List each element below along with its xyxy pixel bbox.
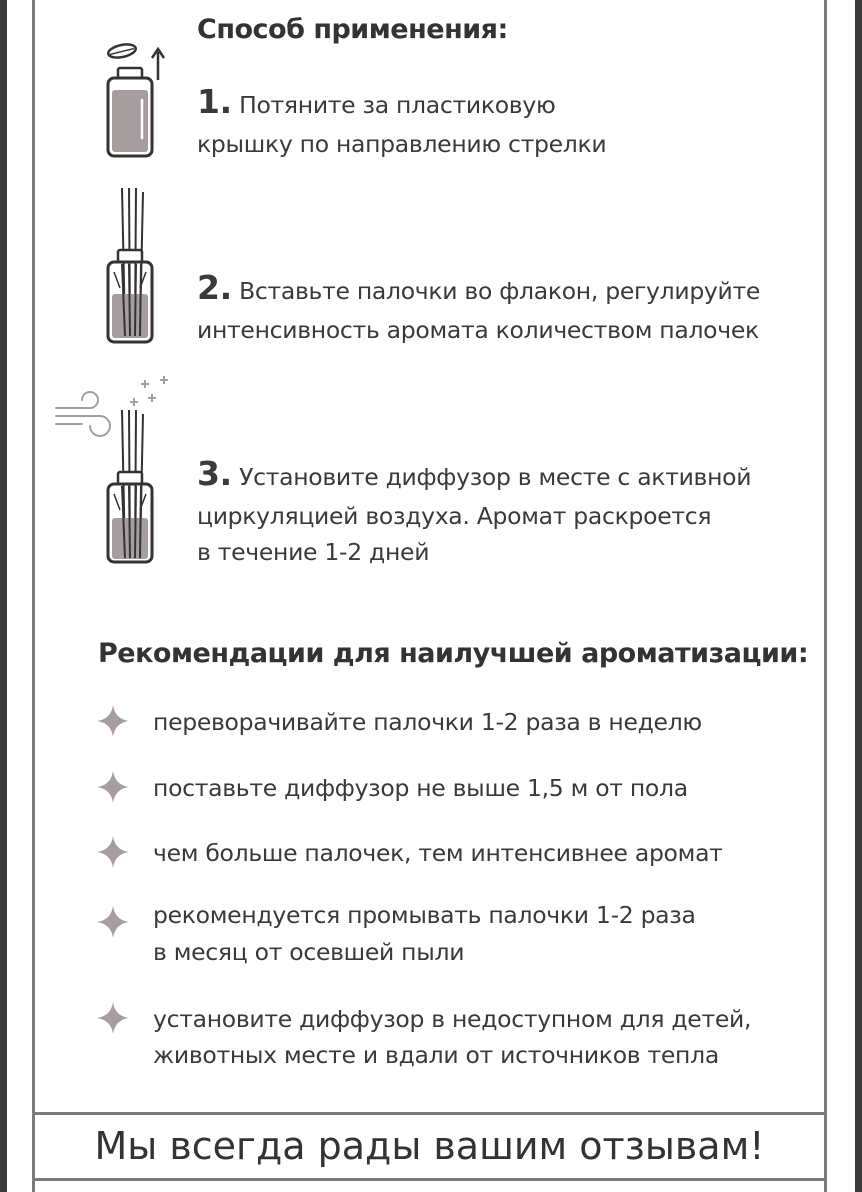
- step-1-text: Потяните за пластиковую: [231, 91, 556, 119]
- sparkle-star-icon: [95, 834, 131, 870]
- tip-text-line-1: установите диффузор в недоступном для детей,: [153, 1005, 752, 1033]
- step-3-text: Установите диффузор в месте с активной: [231, 463, 752, 491]
- sparkle-star-icon: [95, 904, 131, 940]
- footer-bottom-divider: [32, 1178, 827, 1181]
- tip-text-line-2: в месяц от осевшей пыли: [153, 938, 465, 966]
- tip-text: переворачивайте палочки 1-2 раза в неделю: [153, 708, 702, 736]
- left-edge-bar: [0, 0, 7, 1192]
- usage-title: Способ применения:: [197, 14, 508, 45]
- step-3-line-2: циркуляцией воздуха. Аромат раскроется: [197, 502, 712, 530]
- tip-text-line-2: животных месте и вдали от источников тепла: [153, 1041, 719, 1069]
- sparkle-star-icon: [95, 769, 131, 805]
- step-3-line-1: [197, 454, 751, 497]
- right-edge-bar: [855, 0, 862, 1192]
- tip-text-line-1: рекомендуется промывать палочки 1-2 раза: [153, 901, 696, 929]
- step-2-line-2: интенсивность аромата количеством палочек: [197, 316, 759, 344]
- step-1-number: 1.: [197, 82, 232, 121]
- step-2-number: 2.: [197, 268, 232, 307]
- sparkle-star-icon: [95, 703, 131, 739]
- feedback-footer: Мы всегда рады вашим отзывам!: [94, 1124, 765, 1168]
- sparkle-star-icon: [95, 1000, 131, 1036]
- tip-text: чем больше палочек, тем интенсивнее аромат: [153, 839, 723, 867]
- bottle-cap-arrow-icon: [100, 40, 170, 160]
- step-3-number: 3.: [197, 454, 232, 493]
- step-2-text: Вставьте палочки во флакон, регулируйте: [231, 277, 761, 305]
- step-1-line-2: крышку по направлению стрелки: [197, 130, 607, 158]
- bottle-sticks-icon: [100, 180, 170, 345]
- step-3-line-3: в течение 1-2 дней: [197, 538, 430, 566]
- tips-title: Рекомендации для наилучшей ароматизации:: [98, 638, 809, 669]
- bottle-air-flow-icon: [52, 370, 182, 570]
- step-2-line-1: [197, 268, 760, 311]
- tip-text: поставьте диффузор не выше 1,5 м от пола: [153, 774, 688, 802]
- step-1-line-1: [197, 82, 555, 125]
